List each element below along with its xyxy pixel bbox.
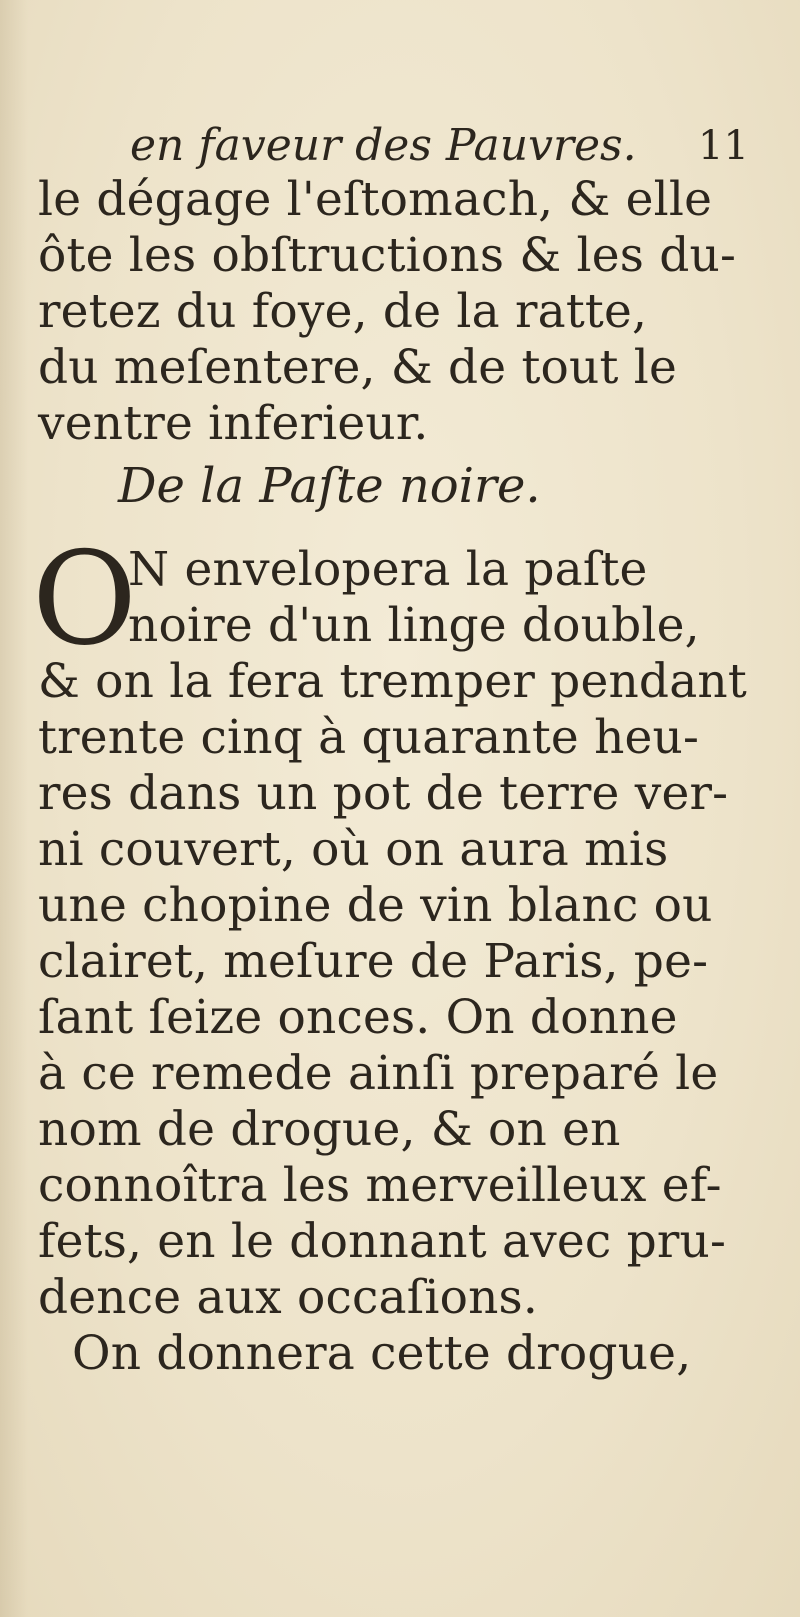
text-line: N envelopera la paſte [128,542,648,597]
text-line: ôte les obſtructions & les du- [38,228,737,283]
text-line: fets, en le donnant avec pru- [38,1214,727,1269]
text-line: nom de drogue, & on en [38,1102,621,1157]
text-line: & on la fera tremper pendant [38,654,747,709]
text-line: ventre inferieur. [38,396,429,451]
drop-cap: O [32,525,137,674]
text-line: ſant ſeize onces. On donne [38,990,678,1045]
text-line: trente cinq à quarante heu- [38,710,700,765]
text-line: le dégage l'eſtomach, & elle [38,172,713,227]
text-line: clairet, meſure de Paris, pe- [38,934,709,989]
page-fold-shadow [0,0,28,1617]
text-line: ni couvert, où on aura mis [38,822,669,877]
running-title: en faveur des Pauvres. [130,120,637,171]
page-number: 11 [698,123,749,169]
text-line: une chopine de vin blanc ou [38,878,713,933]
text-line: noire d'un linge double, [128,598,700,653]
text-line: du meſentere, & de tout le [38,340,677,395]
text-line: dence aux occaſions. [38,1270,539,1325]
section-title: De la Paſte noire. [118,458,541,514]
text-line: connoîtra les merveilleux ef- [38,1158,722,1213]
text-line: On donnera cette drogue, [72,1326,692,1381]
text-line: à ce remede ainſi preparé le [38,1046,719,1101]
text-line: res dans un pot de terre ver- [38,766,729,821]
text-line: retez du foye, de la ratte, [38,284,648,339]
